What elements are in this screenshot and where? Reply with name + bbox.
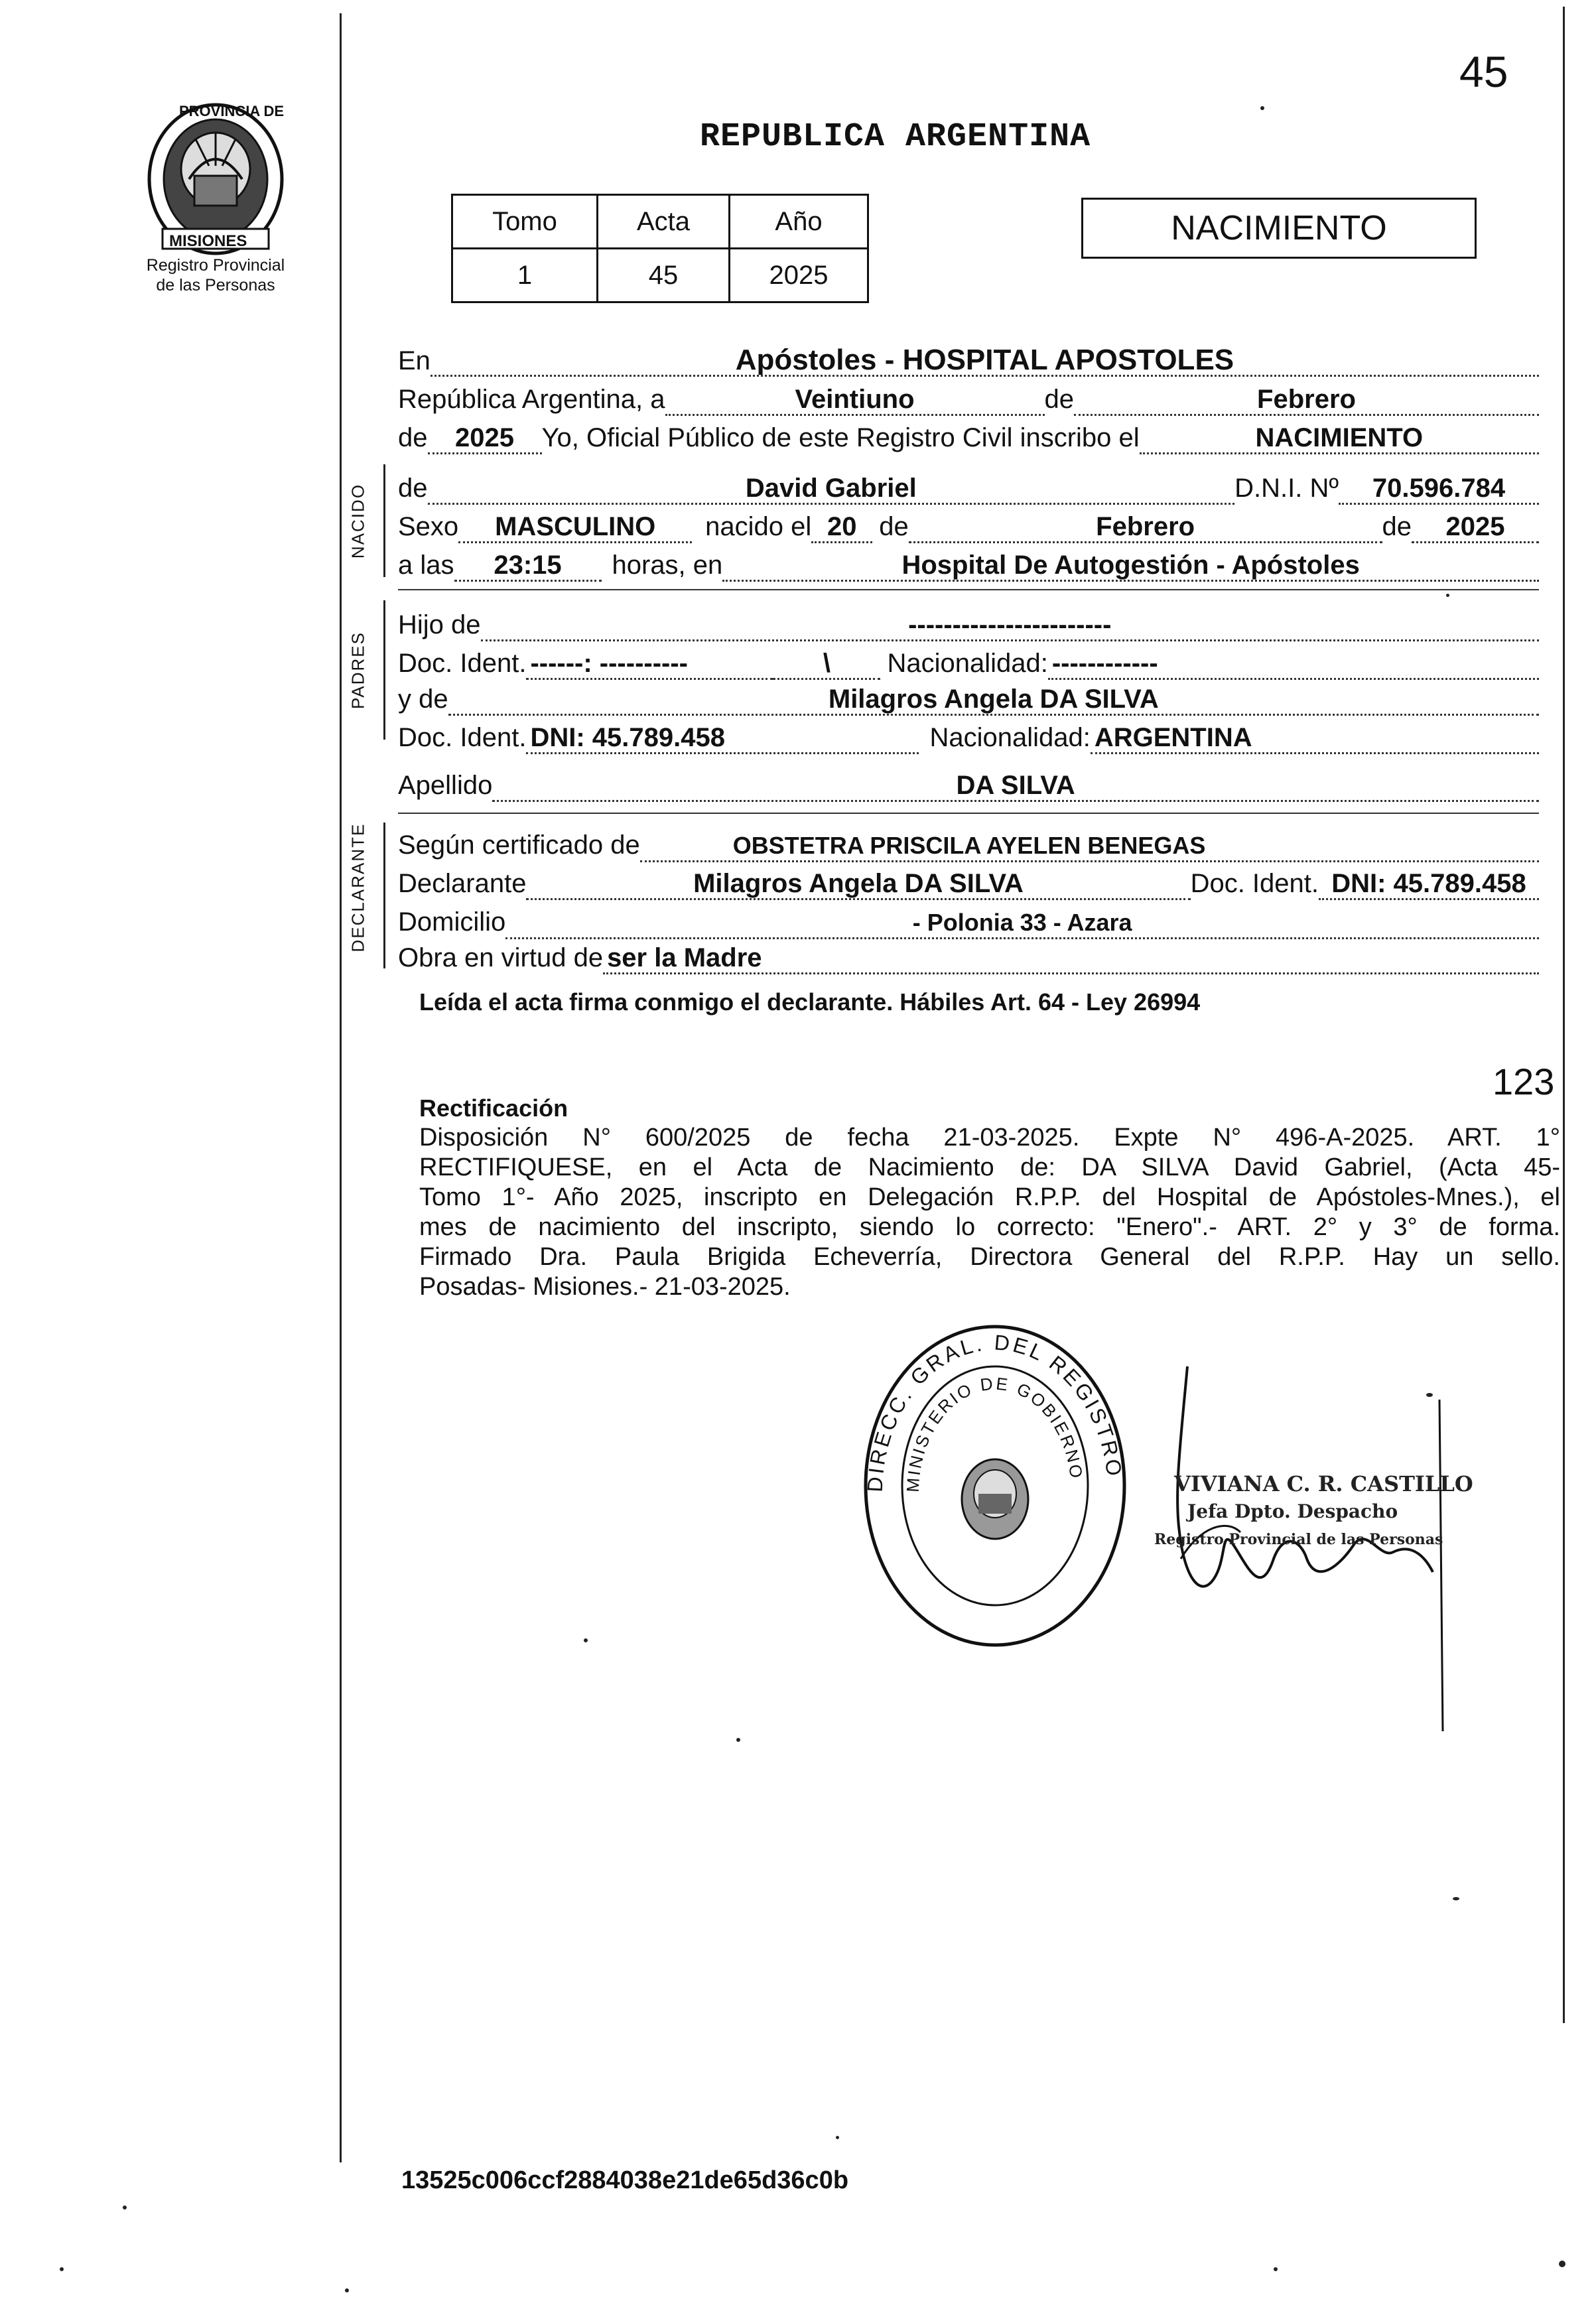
closing-note: Leída el acta firma conmigo el declarante. Hábiles Art. 64 - Ley 26994 (419, 988, 1201, 1016)
surname-field: DA SILVA (492, 771, 1539, 802)
relation-field: ser la Madre (603, 943, 1539, 974)
record-table-cell: 2025 (729, 249, 868, 302)
de-label: de (1382, 512, 1412, 541)
act-field: NACIMIENTO (1140, 423, 1539, 454)
rectification-line: mes de nacimiento del inscripto, siendo lo correcto: "Enero".- ART. 2° y 3° de forma. (419, 1213, 1560, 1241)
doc-ident-label: Doc. Ident. (1190, 869, 1319, 898)
de-label: de (1044, 385, 1074, 414)
birth-month-field: Febrero (909, 512, 1382, 543)
de-label: de (398, 474, 428, 503)
rectification-body (419, 1123, 1560, 1302)
declarant-doc-field: DNI: 45.789.458 (1319, 869, 1539, 900)
mother-doc-row (398, 722, 1539, 754)
record-table-cell: 45 (597, 249, 729, 302)
record-table-header-row (452, 195, 868, 249)
record-table-cell: 1 (452, 249, 598, 302)
scan-speck (1260, 106, 1264, 110)
scan-speck (60, 2267, 64, 2271)
declarante-label: Declarante (398, 869, 527, 898)
scan-speck (836, 2136, 839, 2139)
year-row (398, 422, 1539, 454)
official-stamp-icon (856, 1320, 1134, 1652)
scan-speck (1559, 2261, 1565, 2267)
stamp-outer-text: DIRECC. GRAL. DEL REGISTRO (862, 1330, 1127, 1493)
horas-label: horas, en (612, 551, 723, 580)
republica-label: República Argentina, a (398, 385, 665, 414)
birth-place-field: Hospital De Autogestión - Apóstoles (722, 551, 1539, 582)
apellido-label: Apellido (398, 771, 493, 800)
en-label: En (398, 346, 431, 375)
page-number: 45 (1459, 47, 1508, 96)
year-field: 2025 (428, 423, 542, 454)
nacido-bracket (383, 464, 385, 577)
left-margin-line (340, 13, 342, 2162)
date-row (398, 383, 1539, 416)
rectification-title: Rectificación (419, 1094, 568, 1122)
record-table (451, 194, 869, 303)
declarante-bracket (383, 823, 385, 968)
signature-name: VIVIANA C. R. CASTILLO (1174, 1471, 1473, 1496)
father-doc-extra: \ (773, 649, 880, 680)
registry-label-line1: Registro Provincial (146, 256, 285, 275)
official-stamp (856, 1320, 1134, 1652)
sex-field: MASCULINO (458, 512, 692, 543)
child-name-field: David Gabriel (428, 474, 1235, 505)
signature (1141, 1360, 1486, 1731)
padres-side-label: PADRES (348, 631, 368, 709)
scan-speck (1446, 594, 1449, 597)
time-field: 23:15 (454, 551, 602, 582)
registry-label-line2: de las Personas (156, 276, 275, 295)
marginal-number: 123 (1493, 1061, 1555, 1102)
child-dni-field: 70.596.784 (1339, 474, 1539, 505)
signature-org: Registro Provincial de las Personas (1154, 1531, 1443, 1548)
nacionalidad-label: Nacionalidad: (929, 723, 1091, 752)
day-words-field: Veintiuno (665, 385, 1045, 416)
mother-doc-field: DNI: 45.789.458 (526, 723, 919, 754)
obra-label: Obra en virtud de (398, 943, 604, 972)
hijo-label: Hijo de (398, 610, 481, 639)
scan-speck (345, 2288, 349, 2292)
rectification-line: RECTIFIQUESE, en el Acta de Nacimiento de: DA SILVA David Gabriel, (Acta 45- (419, 1154, 1560, 1181)
father-row (398, 609, 1539, 641)
scan-speck (123, 2206, 127, 2209)
doc-ident-label: Doc. Ident. (398, 723, 527, 752)
address-row (398, 906, 1539, 939)
certificate-field: OBSTETRA PRISCILA AYELEN BENEGAS (640, 831, 1539, 862)
father-nationality-field: ------------ (1048, 649, 1539, 680)
declarant-row (398, 868, 1539, 900)
doc-ident-label: Doc. Ident. (398, 649, 527, 678)
declarant-name-field: Milagros Angela DA SILVA (526, 869, 1190, 900)
rectification-line: Disposición N° 600/2025 de fecha 21-03-2025. Expte N° 496-A-2025. ART. 1° (419, 1124, 1560, 1152)
mother-row (398, 683, 1539, 716)
record-type-box: NACIMIENTO (1081, 198, 1477, 259)
registry-logo-text-bottom: MISIONES (169, 232, 247, 250)
nacido-side-label: NACIDO (348, 483, 368, 559)
right-margin-line (1563, 7, 1565, 2023)
dni-label: D.N.I. Nº (1234, 474, 1339, 503)
record-table-header: Tomo (452, 195, 598, 249)
rectification-line: Tomo 1°- Año 2025, inscripto en Delegación R.P.P. del Hospital de Apóstoles-Mnes.), el (419, 1183, 1560, 1211)
surname-row (398, 769, 1539, 802)
yde-label: y de (398, 685, 448, 714)
time-place-row (398, 549, 1539, 582)
place-field: Apóstoles - HOSPITAL APOSTOLES (431, 346, 1539, 377)
record-table-value-row (452, 249, 868, 302)
relation-row (398, 942, 1539, 974)
segun-label: Según certificado de (398, 830, 640, 860)
country-title: REPUBLICA ARGENTINA (700, 118, 1091, 156)
scan-speck (736, 1738, 740, 1742)
signature-role: Jefa Dpto. Despacho (1187, 1500, 1398, 1522)
scan-speck (1274, 2267, 1278, 2271)
inscribo-text: Yo, Oficial Público de este Registro Civil inscribo el (541, 423, 1140, 452)
certificate-row (398, 829, 1539, 862)
address-field: - Polonia 33 - Azara (505, 908, 1539, 939)
father-doc-field: ------: ---------- (526, 649, 773, 680)
registry-label (129, 255, 302, 295)
declarante-side-label: DECLARANTE (348, 823, 368, 953)
father-doc-row (398, 647, 1539, 680)
scan-speck (1426, 1393, 1433, 1397)
de-label: de (879, 512, 909, 541)
section-divider (398, 589, 1539, 590)
nacido-label: nacido el (705, 512, 812, 541)
de-label: de (398, 423, 428, 452)
name-row (398, 472, 1539, 505)
nacionalidad-label: Nacionalidad: (887, 649, 1048, 678)
record-table-header: Acta (597, 195, 729, 249)
alas-label: a las (398, 551, 454, 580)
rectification-line: Posadas- Misiones.- 21-03-2025. (419, 1273, 791, 1301)
sexo-label: Sexo (398, 512, 459, 541)
rectification-line: Firmado Dra. Paula Brigida Echeverría, Directora General del R.P.P. Hay un sello. (419, 1243, 1560, 1271)
mother-nationality-field: ARGENTINA (1091, 723, 1539, 754)
birth-year-field: 2025 (1412, 512, 1539, 543)
birth-day-field: 20 (811, 512, 872, 543)
record-table-header: Año (729, 195, 868, 249)
domicilio-label: Domicilio (398, 907, 506, 937)
month-field: Febrero (1074, 385, 1539, 416)
stamp-inner-text: MINISTERIO DE GOBIERNO (902, 1373, 1087, 1493)
father-field: ----------------------- (481, 610, 1539, 641)
sex-birth-row (398, 511, 1539, 543)
scan-speck (1453, 1897, 1459, 1900)
document-hash: 13525c006ccf2884038e21de65d36c0b (401, 2166, 849, 2194)
place-row (398, 345, 1539, 377)
mother-field: Milagros Angela DA SILVA (448, 685, 1539, 716)
registry-logo-text-top: PROVINCIA DE (179, 103, 285, 119)
scan-speck (584, 1638, 588, 1642)
section-divider (398, 813, 1539, 814)
padres-bracket (383, 600, 385, 740)
